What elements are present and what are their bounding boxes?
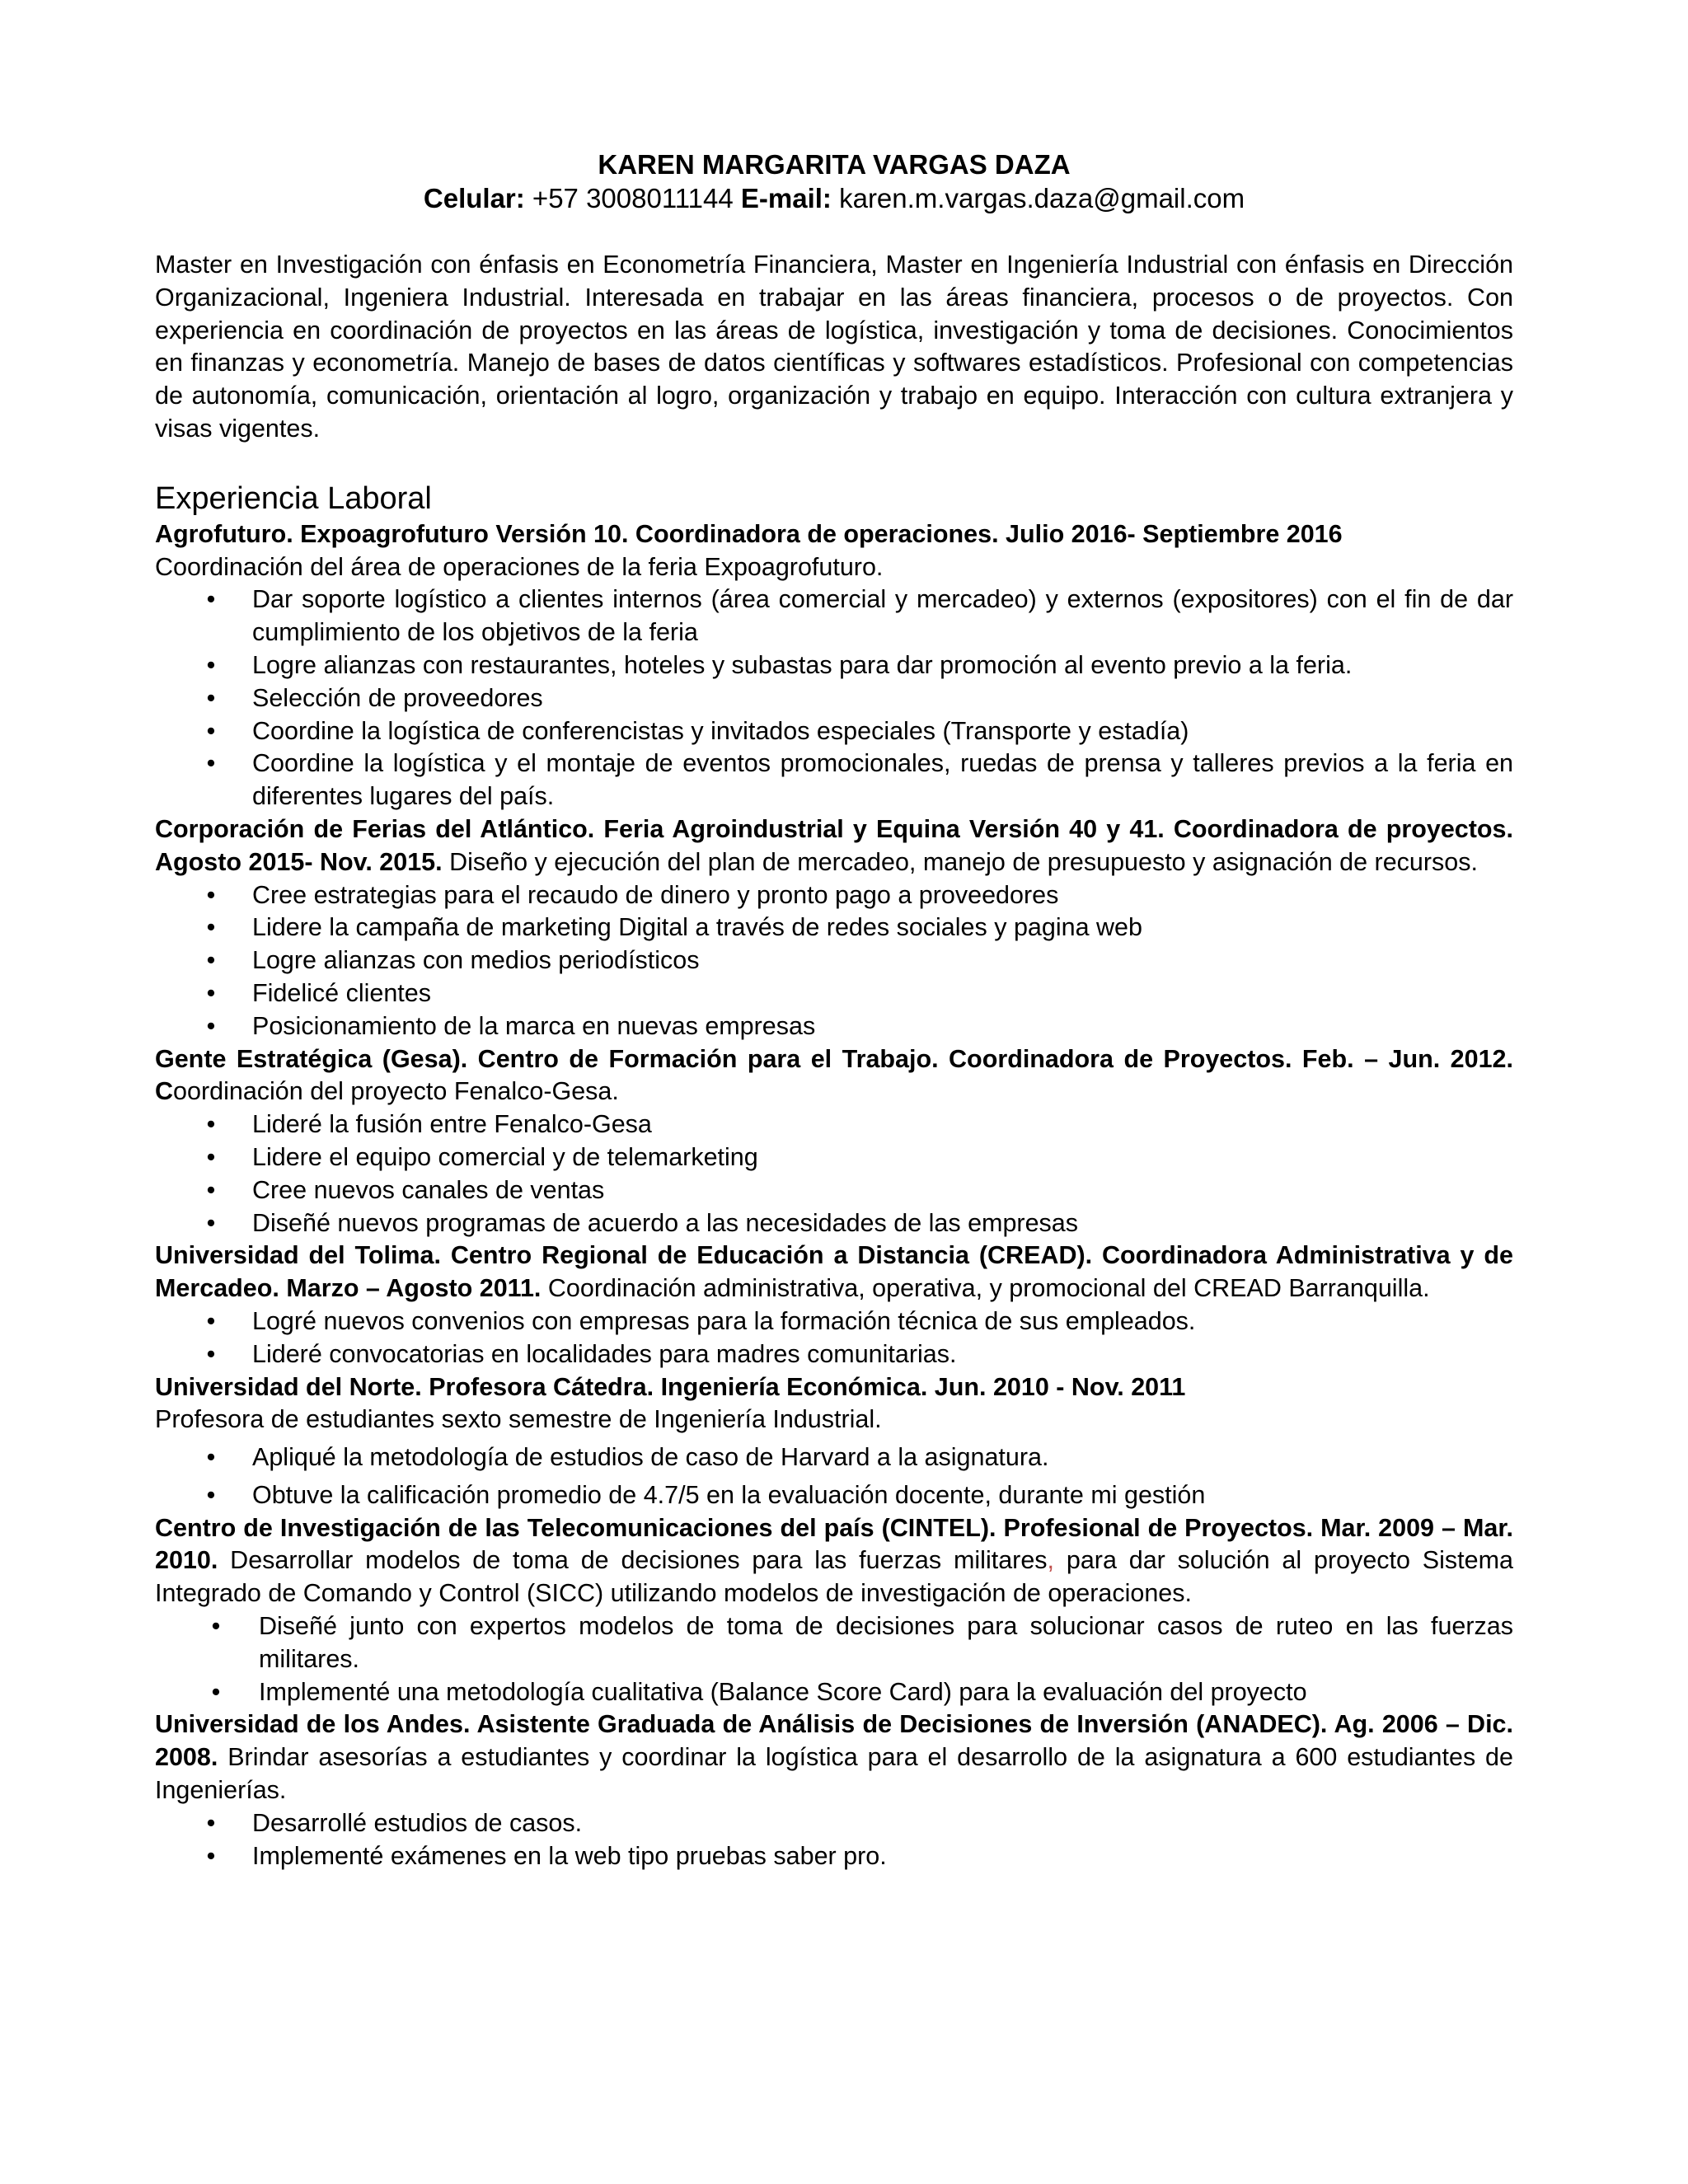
bullet-text: Coordine la logística de conferencistas y invitados especiales (Transporte y estadía)	[252, 716, 1189, 745]
job-description-rest: para dar solución al proyecto Sistema Integrado de Comando y Control (SICC) utilizando modelos de investigación de operaciones.	[155, 1546, 1513, 1608]
job-bullet-list	[155, 1441, 1513, 1512]
job-entry	[155, 1708, 1513, 1872]
bullet-text: Diseñé nuevos programas de acuerdo a las necesidades de las empresas	[252, 1208, 1079, 1237]
bullet-text: Desarrollé estudios de casos.	[252, 1808, 583, 1837]
profile-summary: Master en Investigación con énfasis en Econometría Financiera, Master en Ingeniería Industrial con énfasis en Dirección Organizacional, Ingeniera Industrial. Interesada en trabajar en las áreas financiera, procesos o de proyectos. Con experiencia en coordinación de proyectos en las áreas de logística, investigación y toma de decisiones. Conocimientos en finanzas y econometría. Manejo de bases de datos científicas y softwares estadísticos. Profesional con competencias de autonomía, comunicación, orientación al logro, organización y trabajo en equipo. Interacción con cultura extranjera y visas vigentes.	[155, 251, 1513, 443]
list-item	[155, 682, 1513, 715]
bullet-icon: •	[206, 880, 216, 909]
job-header	[155, 1240, 1513, 1305]
job-entry	[155, 518, 1513, 813]
list-item	[155, 1338, 1513, 1371]
job-description: oordinación del proyecto Fenalco-Gesa.	[173, 1077, 619, 1106]
job-description: Coordinación del área de operaciones de la feria Expoagrofuturo.	[155, 552, 884, 581]
job-header	[155, 813, 1513, 879]
bullet-icon: •	[206, 1841, 216, 1870]
list-item	[155, 1010, 1513, 1043]
bullet-text: Implementé exámenes en la web tipo pruebas saber pro.	[252, 1841, 887, 1870]
bullet-text: Lidere la campaña de marketing Digital a través de redes sociales y pagina web	[252, 913, 1142, 942]
bullet-icon: •	[206, 683, 216, 712]
experience-heading: Experiencia Laboral	[155, 480, 432, 516]
list-item	[155, 1610, 1513, 1676]
job-header	[155, 1708, 1513, 1807]
list-item	[155, 1807, 1513, 1840]
bullet-text: Lideré convocatorias en localidades para madres comunitarias.	[252, 1339, 957, 1368]
list-item	[155, 1305, 1513, 1338]
list-item	[155, 1840, 1513, 1873]
list-item	[155, 944, 1513, 977]
job-bullet-list	[155, 1305, 1513, 1371]
bullet-text: Posicionamiento de la marca en nuevas empresas	[252, 1011, 816, 1040]
contact-line	[155, 181, 1513, 216]
list-item	[155, 1479, 1513, 1512]
job-title: Universidad del Norte. Profesora Cátedra. Ingeniería Económica. Jun. 2010 - Nov. 2011	[155, 1372, 1186, 1401]
list-item	[155, 1441, 1513, 1474]
list-item	[155, 1676, 1513, 1709]
job-header	[155, 1512, 1513, 1610]
bullet-text: Logre alianzas con medios periodísticos	[252, 946, 700, 975]
bullet-text: Cree estrategias para el recaudo de dinero y pronto pago a proveedores	[252, 880, 1059, 909]
job-entry	[155, 1371, 1513, 1512]
job-bullet-list	[155, 583, 1513, 813]
list-item	[155, 583, 1513, 649]
job-title: Corporación de Ferias del Atlántico. Feria Agroindustrial y Equina Versión 40 y 41. Coordinadora de proyectos. Agosto 2015- Nov. 2015.	[155, 814, 1513, 876]
job-entry	[155, 1240, 1513, 1371]
job-title: Universidad del Tolima. Centro Regional de Educación a Distancia (CREAD). Coordinadora Administrativa y de Mercadeo. Marzo – Agosto 2011.	[155, 1241, 1513, 1303]
list-item	[155, 912, 1513, 944]
job-description: Diseño y ejecución del plan de mercadeo, manejo de presupuesto y asignación de recursos.	[442, 847, 1478, 876]
bullet-text: Apliqué la metodología de estudios de caso de Harvard a la asignatura.	[252, 1443, 1049, 1472]
list-item	[155, 1207, 1513, 1240]
job-title: Gente Estratégica (Gesa). Centro de Formación para el Trabajo. Coordinadora de Proyectos. Feb. – Jun. 2012. C	[155, 1044, 1513, 1106]
bullet-text: Selección de proveedores	[252, 683, 543, 712]
candidate-name: KAREN MARGARITA VARGAS DAZA	[598, 149, 1071, 180]
list-item	[155, 1174, 1513, 1207]
job-title: Centro de Investigación de las Telecomunicaciones del país (CINTEL). Profesional de Proyectos. Mar. 2009 – Mar. 2010.	[155, 1513, 1513, 1575]
phone-value: +57 3008011144	[524, 183, 741, 213]
bullet-icon: •	[206, 1175, 216, 1204]
bullet-icon: •	[211, 1677, 221, 1706]
bullet-text: Lidere el equipo comercial y de telemarketing	[252, 1142, 758, 1171]
job-bullet-list	[155, 879, 1513, 1043]
email-label: E-mail:	[740, 183, 832, 213]
job-description: Profesora de estudiantes sexto semestre de Ingeniería Industrial.	[155, 1405, 882, 1434]
job-entry	[155, 1043, 1513, 1240]
job-description: Brindar asesorías a estudiantes y coordinar la logística para el desarrollo de la asignatura a 600 estudiantes de Ingenierías.	[155, 1743, 1513, 1805]
bullet-text: Logre alianzas con restaurantes, hoteles y subastas para dar promoción al evento previo a la feria.	[252, 650, 1353, 679]
job-description-mark: ,	[1047, 1546, 1055, 1575]
job-entry	[155, 1512, 1513, 1709]
list-item	[155, 879, 1513, 912]
list-item	[155, 715, 1513, 748]
bullet-icon: •	[206, 1110, 216, 1139]
list-item	[155, 977, 1513, 1010]
email-value: karen.m.vargas.daza@gmail.com	[831, 183, 1245, 213]
resume-page	[155, 148, 1513, 1872]
job-title: Agrofuturo. Expoagrofuturo Versión 10. Coordinadora de operaciones. Julio 2016- Septiembre 2016	[155, 519, 1343, 548]
job-description: Desarrollar modelos de toma de decisiones para las fuerzas militares	[218, 1546, 1048, 1575]
job-header	[155, 1371, 1513, 1404]
list-item	[155, 1141, 1513, 1174]
bullet-icon: •	[206, 749, 216, 778]
bullet-text: Cree nuevos canales de ventas	[252, 1175, 605, 1204]
bullet-text: Obtuve la calificación promedio de 4.7/5 en la evaluación docente, durante mi gestión	[252, 1480, 1206, 1509]
bullet-text: Coordine la logística y el montaje de eventos promocionales, ruedas de prensa y talleres previos a la feria en diferentes lugares del país.	[252, 749, 1513, 811]
job-title: Universidad de los Andes. Asistente Graduada de Análisis de Decisiones de Inversión (ANADEC). Ag. 2006 – Dic. 2008.	[155, 1710, 1513, 1772]
bullet-icon: •	[206, 1480, 216, 1509]
bullet-icon: •	[206, 946, 216, 975]
job-bullet-list	[155, 1108, 1513, 1240]
bullet-icon: •	[206, 978, 216, 1007]
bullet-text: Lideré la fusión entre Fenalco-Gesa	[252, 1110, 652, 1139]
job-bullet-list	[155, 1610, 1513, 1708]
bullet-text: Fidelicé clientes	[252, 978, 431, 1007]
job-description: Coordinación administrativa, operativa, y promocional del CREAD Barranquilla.	[541, 1274, 1430, 1303]
job-header	[155, 518, 1513, 551]
bullet-text: Logré nuevos convenios con empresas para la formación técnica de sus empleados.	[252, 1306, 1196, 1335]
bullet-icon: •	[211, 1612, 221, 1641]
job-bullet-list	[155, 1807, 1513, 1873]
bullet-icon: •	[206, 1443, 216, 1472]
job-header	[155, 1043, 1513, 1109]
bullet-icon: •	[206, 1306, 216, 1335]
bullet-icon: •	[206, 913, 216, 942]
list-item	[155, 748, 1513, 813]
bullet-icon: •	[206, 650, 216, 679]
bullet-text: Diseñé junto con expertos modelos de toma de decisiones para solucionar casos de ruteo en las fuerzas militares.	[259, 1612, 1513, 1673]
bullet-icon: •	[206, 716, 216, 745]
bullet-icon: •	[206, 1011, 216, 1040]
bullet-icon: •	[206, 1208, 216, 1237]
bullet-icon: •	[206, 585, 216, 614]
list-item	[155, 1108, 1513, 1141]
bullet-icon: •	[206, 1339, 216, 1368]
bullet-text: Dar soporte logístico a clientes internos (área comercial y mercadeo) y externos (expositores) con el fin de dar cumplimiento de los objetivos de la feria	[252, 585, 1513, 647]
list-item	[155, 649, 1513, 682]
job-entry	[155, 813, 1513, 1043]
bullet-icon: •	[206, 1142, 216, 1171]
bullet-text: Implementé una metodología cualitativa (Balance Score Card) para la evaluación del proyecto	[259, 1677, 1307, 1706]
bullet-icon: •	[206, 1808, 216, 1837]
phone-label: Celular:	[423, 183, 525, 213]
